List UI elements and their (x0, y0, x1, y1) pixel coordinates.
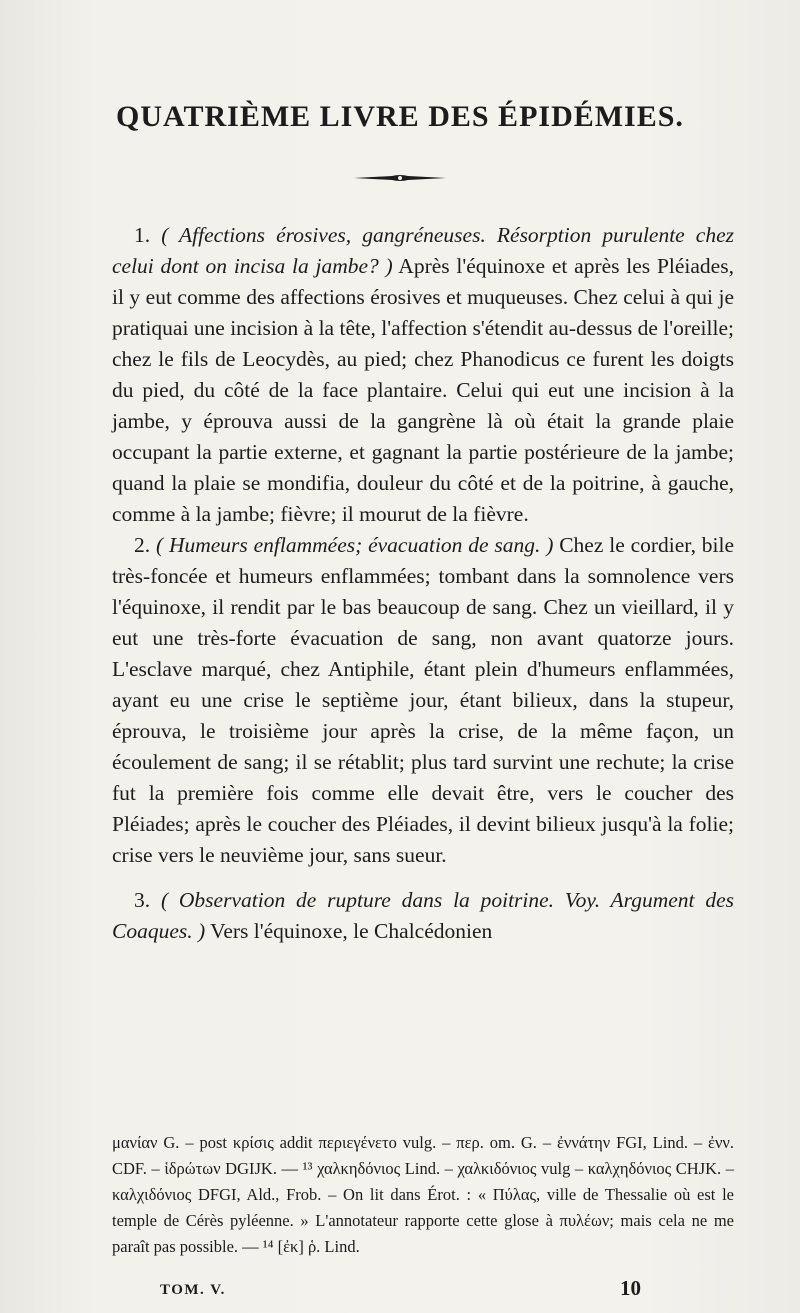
footnotes (112, 1130, 734, 1260)
section-1 (112, 220, 734, 530)
section-text: Vers l'équinoxe, le Chalcédonien (210, 919, 493, 943)
page-number: 10 (620, 1276, 641, 1300)
footnote-text: μανίαν G. – post κρίσις addit περιεγένετο vulg. – περ. om. G. – ἐννάτην FGI, Lind. – ἐνν. CDF. – ἱδρώτων DGIJK. — ¹³ χαλκηδόνιος Lind. – χαλκιδόνιος vulg – καλχηδόνιος CHJK. – καλχιδόνιος DFGI, Ald., Frob. – On lit dans Érot. : « Πύλας, ville de Thessalie où est le temple de Cérès pyléenne. » L'annotateur rapporte cette glose à πυλέων; mais cela ne me paraît pas possible. — ¹⁴ [ἐκ] ῥ. Lind. (112, 1133, 734, 1256)
section-text: Après l'équinoxe et après les Pléiades, il y eut comme des affections érosives et muqueuses. Chez celui à qui je pratiquai une incision à la tête, l'affection s'étendit au-dessus de l'oreille; chez le fils de Leocydès, au pied; chez Phanodicus ce furent les doigts du pied, du côté de la face plantaire. Celui qui eut une incision à la jambe, y éprouva aussi de la gangrène là où était la grande plaie occupant la partie externe, et gagnant la partie postérieure de la jambe; quand la plaie se mondifia, douleur du côté et de la poitrine, à gauche, comme à la jambe; fièvre; il mourut de la fièvre. (112, 254, 734, 526)
section-number: 2. (134, 533, 151, 557)
main-text (112, 220, 734, 947)
section-heading: ( Observation de rupture dans la poitrine. Voy. Argument des Coaques. ) (112, 888, 734, 943)
section-heading: ( Humeurs enflammées; évacuation de sang. ) (155, 533, 554, 557)
ornament-divider-icon (352, 172, 448, 184)
section-3 (112, 885, 734, 947)
section-number: 3. (134, 888, 151, 912)
tome-label: TOM. V. (160, 1282, 226, 1298)
section-heading: ( Affections érosives, gangréneuses. Résorption purulente chez celui dont on incisa la jambe? ) (112, 223, 735, 278)
paragraph-gap (112, 871, 734, 885)
section-text: Chez le cordier, bile très-foncée et humeurs enflammées; tombant dans la somnolence vers l'équinoxe, il rendit par le bas beaucoup de sang. Chez un vieillard, il y eut une très-forte évacuation de sang, non avant quatorze jours. L'esclave marqué, chez Antiphile, étant plein d'humeurs enflammées, ayant eu une crise le septième jour, étant bilieux, dans la stupeur, éprouva, le troisième jour après la crise, de la même façon, un écoulement de sang; il se rétablit; plus tard survint une rechute; la crise fut la première fois comme elle devait être, vers le coucher des Pléiades; après le coucher des Pléiades, il devint bilieux jusqu'à la folie; crise vers le neuvième jour, sans sueur. (112, 533, 735, 867)
section-number: 1. (134, 223, 151, 247)
section-2 (112, 530, 734, 871)
page-title: QUATRIÈME LIVRE DES ÉPIDÉMIES. (116, 100, 684, 133)
